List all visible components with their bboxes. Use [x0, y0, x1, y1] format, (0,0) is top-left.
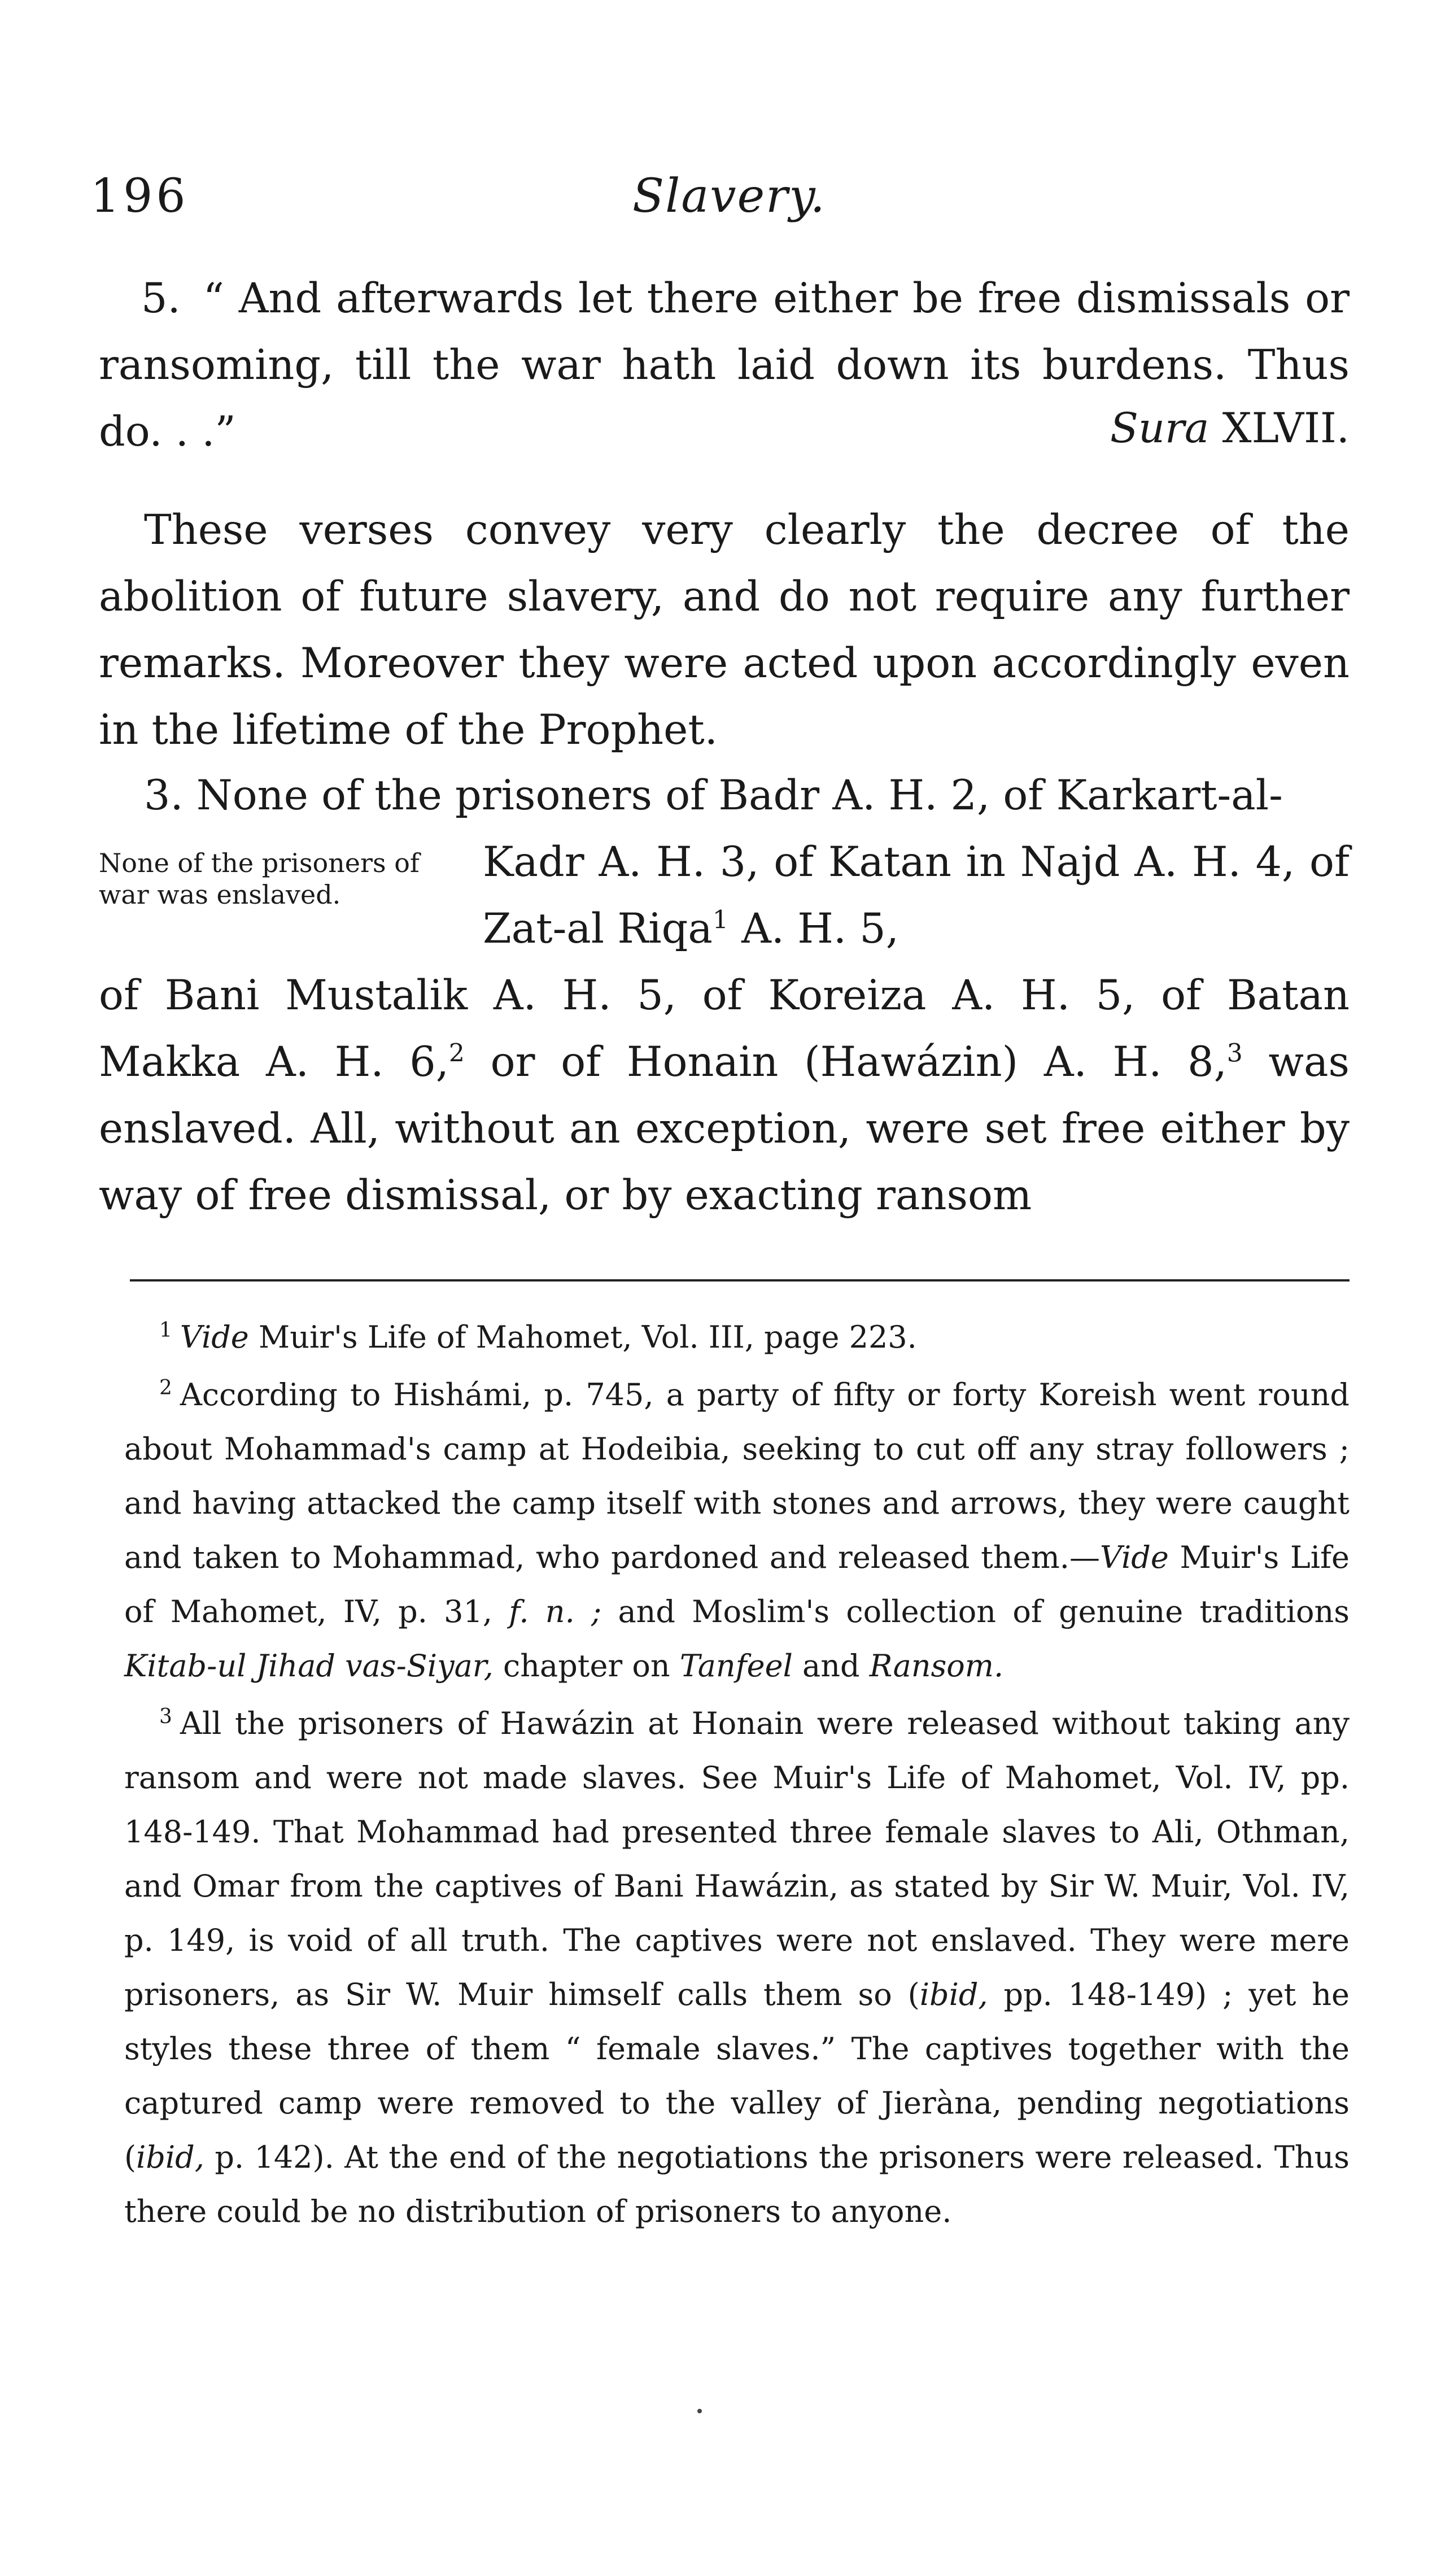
page-header — [90, 169, 1350, 237]
footnote-2-text-e: and — [792, 1648, 870, 1684]
footnote-2 — [124, 1368, 1350, 1693]
footnote-2-kitab: Kitab-ul Jihad vas-Siyar, — [124, 1648, 494, 1684]
footnote-3-text-c: p. 142). At the end of the negotiations the prisoners were released. Thus there could be no distribution of prisoners to anyone. — [124, 2139, 1350, 2229]
running-title: Slavery. — [632, 169, 826, 223]
margin-note: None of the prisoners of war was enslaved. — [99, 848, 420, 910]
section-3 — [99, 762, 1350, 1229]
section-3-rest — [99, 962, 1350, 1229]
footnote-1-mark: 1 — [159, 1319, 172, 1342]
footnote-2-tanfeel: Tanfeel — [679, 1648, 793, 1684]
footnote-2-text-c: and Moslim's collection of genuine traditions — [601, 1594, 1350, 1629]
footnote-3-mark: 3 — [159, 1705, 172, 1728]
footnote-2-text-b: Muir's Life of Mahomet, IV, p. 31, — [124, 1540, 1350, 1629]
sura-reference — [1110, 395, 1350, 462]
footnote-divider — [130, 1279, 1350, 1282]
footnote-3-text-a: All the prisoners of Hawázin at Honain were released without taking any ransom and were not made slaves. See Muir's Life of Mahomet, Vol. IV, pp. 148-149. That Mohammad had presented three female slaves to Ali, Othman, and Omar from the captives of Bani Hawázin, as stated by Sir W. Muir, Vol. IV, p. 149, is void of all truth. The captives were not enslaved. They were mere prisoners, as Sir W. Muir himself calls them so ( — [124, 1706, 1350, 2012]
footnote-1-vide: Vide — [180, 1319, 249, 1355]
section-3-first-line: 3. None of the prisoners of Badr A. H. 2, of Karkart-al- — [144, 772, 1283, 820]
footnote-3-text-b: pp. 148-149) ; yet he styles these three of them “ female slaves.” The captives together with the captured camp were removed to the valley of Jieràna, pending negotiations ( — [124, 1977, 1350, 2175]
footnote-2-mark: 2 — [159, 1376, 172, 1400]
footnote-3-ibid-1: ibid, — [919, 1977, 988, 2012]
section-3-continuation — [483, 829, 1350, 962]
verse-number: 5. — [141, 274, 181, 322]
section-3-sidenote-block — [99, 829, 1350, 962]
footnote-2-ransom: Ransom. — [869, 1648, 1004, 1684]
section-3-rest-c: was enslaved. All, without an exception, were set free either by way of free dismissal, or by exacting ransom — [99, 1038, 1350, 1219]
footnote-ref-1: 1 — [712, 905, 728, 935]
verse-text: “ And afterwards let there either be free dismissals or ransoming, till the war hath laid down its burdens. Thus do. . .” — [99, 274, 1350, 456]
print-speck — [697, 2409, 702, 2413]
footnote-2-fn-abbr: f. n. ; — [509, 1594, 602, 1629]
footnote-ref-3: 3 — [1226, 1039, 1243, 1068]
footnote-2-vide: Vide — [1099, 1540, 1169, 1575]
footnote-2-text-d: chapter on — [493, 1648, 680, 1684]
section-3-cont-end: A. H. 5, — [728, 905, 899, 953]
footnote-3-ibid-2: ibid, — [136, 2139, 204, 2175]
paragraph-abolition: These verses convey very clearly the decree of the abolition of future slavery, and do not require any further remarks. Moreover they were acted upon accordingly even in the lifetime of the Prophet. — [99, 506, 1350, 754]
sura-number: XLVII. — [1222, 404, 1350, 452]
section-3-rest-b: or of Honain (Hawázin) A. H. 8, — [464, 1038, 1227, 1086]
footnotes — [124, 1310, 1350, 2239]
page-number: 196 — [90, 169, 189, 223]
footnote-ref-2: 2 — [448, 1039, 465, 1068]
section-3-rest-a: of Bani Mustalik A. H. 5, of Koreiza A. H. 5, of Batan Makka A. H. 6, — [99, 971, 1350, 1086]
footnote-1 — [124, 1310, 1350, 1365]
footnote-1-text: Muir's Life of Mahomet, Vol. III, page 223. — [248, 1319, 917, 1355]
footnote-2-text-a: According to Hishámi, p. 745, a party of fifty or forty Koreish went round about Mohammad's camp at Hodeibia, seeking to cut off any stray followers ; and having attacked the camp itself with stones and arrows, they were caught and taken to Mohammad, who pardoned and released them.— — [124, 1377, 1350, 1575]
section-3-cont-text: Kadr A. H. 3, of Katan in Najd A. H. 4, of Zat-al Riqa — [483, 838, 1350, 953]
footnote-3 — [124, 1697, 1350, 2239]
sura-word: Sura — [1110, 404, 1209, 452]
